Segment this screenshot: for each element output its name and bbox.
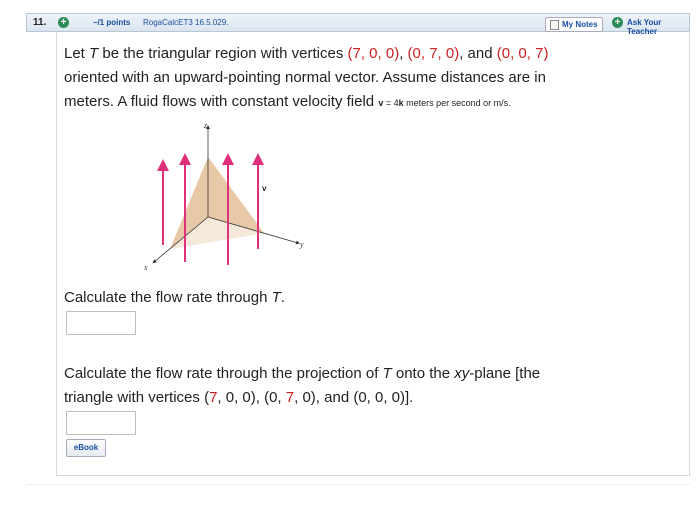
p1-text-a: Calculate the flow rate through: [64, 289, 272, 306]
q-text-1a: Let: [64, 45, 90, 62]
question-header: [26, 13, 690, 36]
p1-T: T: [271, 289, 281, 306]
vertex-1: (7, 0, 0): [347, 45, 400, 62]
question-number: 11.: [33, 17, 47, 28]
vector-v-label: v: [262, 184, 267, 193]
footer-divider: [26, 484, 690, 485]
p2-p1-num: 7: [209, 389, 218, 406]
my-notes-label: My Notes: [562, 20, 598, 29]
v-eq: = 4: [383, 98, 399, 108]
answer-input-1[interactable]: [66, 311, 136, 335]
v-units: meters per second or m/s.: [403, 98, 511, 108]
z-axis-label: z: [204, 121, 208, 130]
p2-T: T: [382, 365, 392, 382]
v-k: k: [398, 98, 404, 108]
part1-prompt: [64, 286, 285, 310]
p2-p2-open: (0,: [264, 389, 286, 406]
p1-text-b: .: [280, 289, 285, 306]
p2-line2-a: triangle with vertices: [64, 389, 205, 406]
v-label: v: [378, 98, 384, 108]
p2-p2-num: 7: [285, 389, 295, 406]
my-notes-button[interactable]: [545, 17, 603, 32]
p2-text-a: Calculate the flow rate through the projection of: [64, 365, 383, 382]
p2-text-b: onto the: [391, 365, 455, 382]
x-axis-label: x: [144, 263, 148, 272]
q-sep2: , and: [459, 45, 497, 62]
points-label: –/1 points: [93, 18, 131, 27]
q-T: T: [89, 45, 99, 62]
vertex-3: (0, 0, 7): [496, 45, 549, 62]
question-text: [64, 42, 664, 115]
ask-teacher-plus-icon[interactable]: +: [612, 17, 623, 28]
q-text-2: oriented with an upward-pointing normal vector. Assume distances are in: [64, 69, 546, 86]
p2-p2-close: , 0), and (0, 0, 0)].: [294, 389, 414, 406]
answer-input-2[interactable]: [66, 411, 136, 435]
expand-plus-icon[interactable]: +: [58, 17, 69, 28]
p2-text-c: -plane [the: [469, 365, 541, 382]
p2-xy: xy: [454, 365, 470, 382]
triangle-flow-figure: [140, 117, 312, 275]
ebook-button[interactable]: eBook: [66, 439, 106, 457]
source-label: RogaCalcET3 16.5.029.: [143, 18, 229, 27]
note-icon: [550, 20, 559, 30]
part2-prompt: [64, 362, 664, 410]
q-text-3: meters. A fluid flows with constant velocity field: [64, 93, 379, 110]
vertex-2: (0, 7, 0): [407, 45, 460, 62]
q-sep1: ,: [399, 45, 408, 62]
q-text-1b: be the triangular region with vertices: [98, 45, 348, 62]
y-axis-label: y: [300, 240, 304, 249]
p2-p1-open: (: [204, 389, 210, 406]
p2-p1-close: , 0, 0),: [217, 389, 265, 406]
ask-teacher-button[interactable]: Ask Your Teacher: [627, 18, 662, 36]
